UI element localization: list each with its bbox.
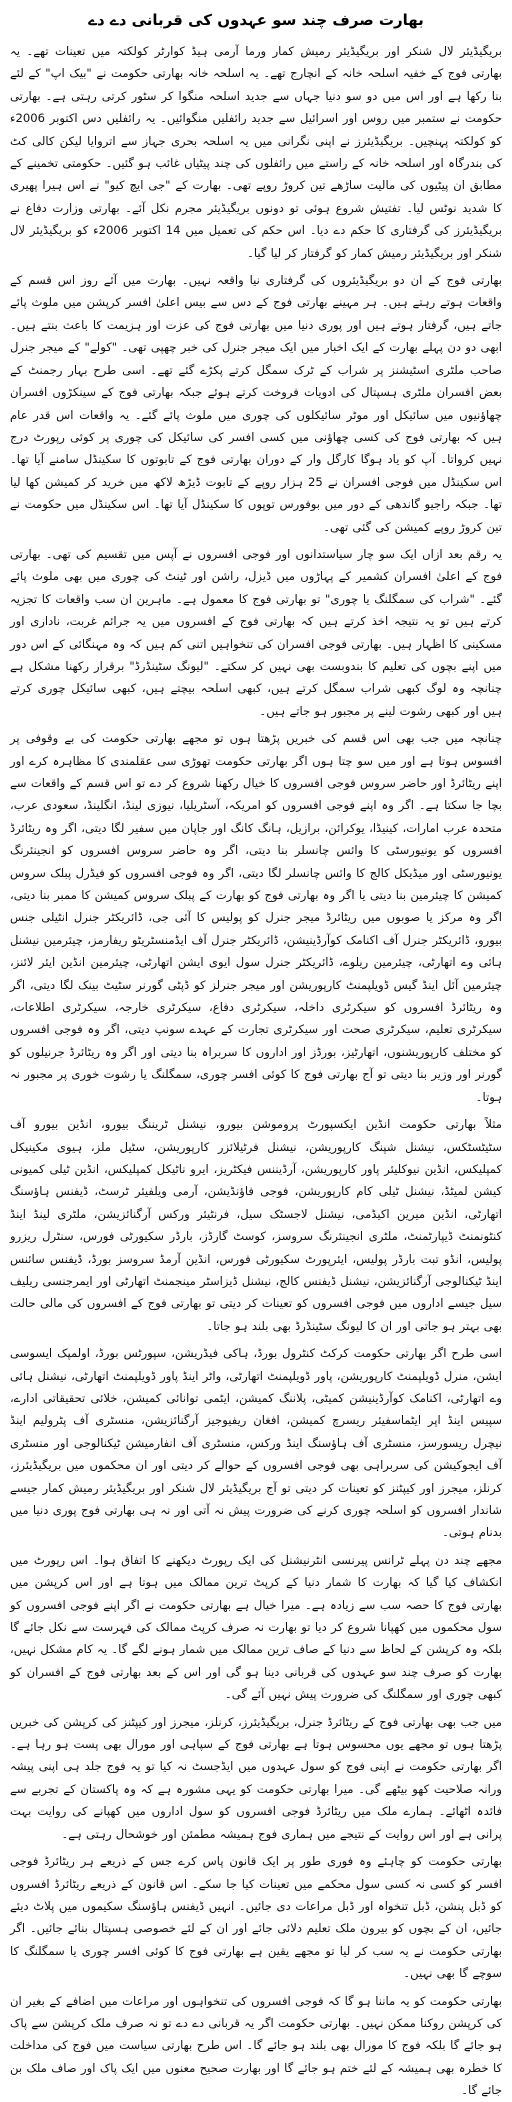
article-paragraph-1: بریگیڈیئر لال شنکر اور بریگیڈیئر رمیش کمار ورما آرمی ہیڈ کوارٹر کولکتہ میں تعینات تھے۔ یہ بھارتی فوج کے خفیہ اسلحہ خانہ کے انچارج تھے۔ یہ اسلحہ خانہ بھارتی حکومت نے "بیک اپ" کے لئے بنا رکھا ہے اور اس میں دو سو دنیا جہاں سے جدید اسلحہ منگوا کر سٹور کرتی رہتی ہے۔ بھارتی حکومت نے ستمبر میں روس اور اسرائیل سے جدید رائفلیں منگوائیں۔ یہ رائفلیں دس اکتوبر 2006ء کو کولکتہ پہنچیں۔ بریگیڈیئرز نے اپنی نگرانی میں یہ اسلحہ بحری جہاز سے اتروایا لیکن کالی کٹ کی بندرگاہ اور اسلحہ خانہ کے راستے میں رائفلوں کی چند پیٹیاں غائب ہو گئیں۔ حکومتی تخمینے کے مطابق ان پیٹیوں کی مالیت ساڑھے تین کروڑ روپے تھی۔ بھارت کے "جی ایچ کیو" نے اس ہیرا پھیری کا شدید نوٹس لیا۔ تفتیش شروع ہوئی تو دونوں بریگیڈیئر مجرم نکل آئے۔ بھارتی وزارت دفاع نے بریگیڈیئرز کی گرفتاری کا حکم دے دیا۔ اس حکم کی تعمیل میں 14 اکتوبر 2006ء کو بریگیڈیئر لال شنکر اور بریگیڈیئر رمیش کمار کو گرفتار کر لیا گیا۔ bbox=[10, 44, 502, 260]
article-paragraph-9: بھارتی حکومت کو چاہئے وہ فوری طور پر ایک قانون پاس کرے جس کے ذریعے ہر ریٹائرڈ فوجی افسر کو کسی نہ کسی سول محکمے میں تعینات کیا جا سکے۔ اس قانون کے ذریعے ریٹائرڈ افسروں کو ڈبل پنشن، ڈبل تنخواہ اور ڈبل مراعات دی جائیں۔ انہیں ڈیفنس ہاؤسنگ سکیموں میں پلاٹ دیئے جائیں، ان کے بچوں کو بیرون ملک تعلیم دلائی جائے اور ان کے لئے خصوصی ہسپتال بنائے جائیں۔ اگر بھارتی حکومت نے یہ سب کر لیا تو مجھے یقین ہے بھارتی فوج کا کوئی افسر چوری یا سمگلنگ کا سوچے گا بھی نہیں۔ bbox=[10, 1854, 502, 1981]
article-paragraph-3: یہ رقم بعد ازاں ایک سو چار سیاستدانوں اور فوجی افسروں نے آپس میں تقسیم کی تھی۔ بھارتی فوج کے اعلیٰ افسران کشمیر کے پہاڑوں میں ڈیزل، راشن اور ٹینٹ کی چوری میں بھی ملوث پائے گئے۔ "شراب کی سمگلنگ یا چوری" تو بھارتی فوج کا معمول ہے۔ ماہرین ان سب واقعات کا تجزیہ کرتے ہیں تو یہ نتیجہ اخذ کرتے ہیں کہ بھارتی فوج کے افسروں میں یہ جرائم غربت، ناداری اور مسکینی کا اظہار ہیں۔ بھارتی فوجی افسران کی تنخواہیں اتنی کم ہیں کہ وہ مہنگائی کے اس دور میں اپنے بچوں کی تعلیم کا بندوبست بھی نہیں کر سکتے۔ "لیونگ سٹینڈرڈ" برقرار رکھنا مشکل ہے چنانچہ وہ لوگ کبھی شراب سمگل کرتے ہیں، کبھی اسلحہ بیچتے ہیں، کبھی سائیکل چوری کرتے ہیں اور کبھی رشوت لینے پر مجبور ہو جاتے ہیں۔ bbox=[10, 546, 502, 718]
article-paragraph-6: اسی طرح اگر بھارتی حکومت کرکٹ کنٹرول بورڈ، ہاکی فیڈریشن، سپورٹس بورڈ، اولمپک ایسوسی ایشن، منرل ڈویلپمنٹ کارپوریشن، پاور ڈویلپمنٹ اتھارٹی، واٹر اینڈ پاور ڈویلپمنٹ اتھارٹی، نیشنل ہائی وے اتھارٹی، اکنامک کوآرڈینیشن کمیٹی، پلاننگ کمیشن، ایٹمی توانائی کمیشن، خلائی تحقیقاتی ادارے، سپیس اینڈ اپر ایٹماسفیئر ریسرچ کمیشن، افغان ریفیوجیز آرگنائزیشن، منسٹری آف پٹرولیم اینڈ نیچرل ریسورسز، منسٹری آف ہاؤسنگ اینڈ ورکس، منسٹری آف انفارمیشن ٹیکنالوجی اور منسٹری آف ایجوکیشن کی سربراہی بھی فوجی افسروں کے حوالے کر دیتی اور ان محکموں میں بریگیڈیئرز، کرنلز، میجرز اور کیپٹنز کو تعینات کر دیتی تو آج بریگیڈیئر لال شنکر اور بریگیڈیئر رمیش کمار جیسے شاندار افسروں کو اسلحہ چوری کرنے کی ضرورت پیش نہ آتی اور نہ ہی بھارتی فوج پوری دنیا میں بدنام ہوتی۔ bbox=[10, 1346, 502, 1540]
article-body bbox=[10, 40, 502, 2102]
article-paragraph-8: میں جب بھی بھارتی فوج کے ریٹائرڈ جنرل، بریگیڈیئرز، کرنلز، میجرز اور کیپٹنز کی کرپشن کی خبریں پڑھتا ہوں تو مجھے یوں محسوس ہوتا ہے بھارتی فوج کے سپاہی اور مورال بھی پست ہو رہا ہے۔ اگر بھارتی حکومت نے اپنی فوج کو سول عہدوں میں ایڈجسٹ نہ کیا تو یہ فوج جلد ہی اپنی پیشہ ورانہ صلاحیت کھو بیٹھے گی۔ میرا بھارتی حکومت کو یہی مشورہ ہے کہ وہ پاکستان کے تجربے سے فائدہ اٹھائے۔ ہمارے ملک میں ریٹائرڈ فوجی افسروں کو سول اداروں میں کھپانے کی روایت بہت پرانی ہے اور اس روایت کے نتیجے میں ہماری فوج ہمیشہ مطمئن اور خوشحال رہتی ہے۔ bbox=[10, 1714, 502, 1841]
article-paragraph-4: چنانچہ میں جب بھی اس قسم کی خبریں پڑھتا ہوں تو مجھے بھارتی حکومت کی بے وقوفی پر افسوس ہوتا ہے اور میں سو چتا ہوں اگر بھارتی حکومت تھوڑی سی عقلمندی کا مظاہرہ کرے اور اپنے ریٹائرڈ اور حاضر سروس فوجی افسروں کا خیال رکھنا شروع کر دے تو اس قسم کے واقعات سے بچا جا سکتا ہے۔ اگر وہ اپنے فوجی افسروں کو امریکہ، آسٹریلیا، نیوزی لینڈ، انگلینڈ، سعودی عرب، متحدہ عرب امارات، کینیڈا، یوکرائن، برازیل، ہانگ کانگ اور جاپان میں سفیر لگا دیتی، اگر وہ ریٹائرڈ افسروں کو یونیورسٹی کا وائس چانسلر بنا دیتی، اگر وہ حاضر سروس افسروں کو انجینئرنگ یونیورسٹی اور میڈیکل کالج کا وائس چانسلر لگا دیتی، اگر وہ فوجی افسروں کو فیڈرل پبلک سروس کمیشن کا چیئرمین بنا دیتی یا اگر وہ بھارتی فوج کو بھارت کے پبلک سروس کمیشن کا ممبر بنا دیتی، اگر وہ مرکز یا صوبوں میں ریٹائرڈ میجر جنرل کو پولیس کا آئی جی، ڈائریکٹر جنرل انٹیلی جنس بیورو، ڈائریکٹر جنرل آف اکنامک کوآرڈینیشن، ڈائریکٹر جنرل آف ایڈمنسٹریٹو ریفارمز، چیئرمین نیشنل ہائی وے اتھارٹی، چیئرمین ریلوے، ڈائریکٹر جنرل سول ایوی ایشن اتھارٹی، چیئرمین انڈین ایئر لائنز، چیئرمین آئل اینڈ گیس ڈویلپمنٹ کارپوریشن اور میجر جنرلز کو ڈپٹی گورنر سٹیٹ بینک لگا دیتی، اگر وہ ریٹائرڈ افسروں کو سیکرٹری داخلہ، سیکرٹری دفاع، سیکرٹری خارجہ، سیکرٹری اطلاعات، سیکرٹری تعلیم، سیکرٹری صحت اور سیکرٹری تجارت کے عہدے سونپ دیتی، اگر وہ فوجی افسروں کو مختلف کارپوریشنوں، اتھارٹیز، بورڈز اور اداروں کا سربراہ بنا دیتی اور اگر وہ ریٹائرڈ جرنیلوں کو گورنر اور وزیر بنا دیتی تو آج بھارتی فوج کا کوئی افسر چوری، سمگلنگ یا رشوت خوری پر مجبور نہ ہوتا۔ bbox=[10, 731, 502, 1104]
article-paragraph-7: مجھے چند دن پہلے ٹرانس پیرنسی انٹرنیشنل کی ایک رپورٹ دیکھنے کا اتفاق ہوا۔ اس رپورٹ میں انکشاف کیا گیا کہ بھارت کا شمار دنیا کے کرپٹ ترین ممالک میں ہوتا ہے اور اس کرپشن میں بھارتی فوج کا حصہ سب سے زیادہ ہے۔ میرا خیال ہے بھارتی حکومت نے اگر اپنے فوجی افسروں کو سول محکموں میں کھپانا شروع کر دیا تو بھارت نہ صرف کرپٹ ممالک کی فہرست سے نکل جائے گا بلکہ وہ کرپشن کے لحاظ سے دنیا کے صاف ترین ممالک میں شمار ہونے لگے گا۔ یہ کام مشکل نہیں، بھارت کو صرف چند سو عہدوں کی قربانی دینا ہو گی اور اس کے بعد بھارتی فوج کے افسران کو کبھی چوری اور سمگلنگ کی ضرورت پیش نہیں آئے گی۔ bbox=[10, 1552, 502, 1702]
article-headline: بھارت صرف چند سو عہدوں کی قربانی دے دے bbox=[88, 11, 424, 29]
article-paragraph-10: بھارتی حکومت کو یہ ماننا ہو گا کہ فوجی افسروں کی تنخواہوں اور مراعات میں اضافے کے بغیر ان کی کرپشن روکنا ممکن نہیں۔ بھارتی حکومت اگر یہ قربانی دے دے تو نہ صرف ملک کرپشن سے پاک ہو جائے گا بلکہ فوج کا مورال بھی بلند ہو جائے گا۔ اس طرح بھارتی سیاست میں فوج کی مداخلت کا خطرہ بھی ہمیشہ کے لئے ختم ہو جائے گا اور بھارت صحیح معنوں میں ایک پاک اور صاف ملک بن جائے گا۔ bbox=[10, 1993, 502, 2098]
article-paragraph-5: مثلاً بھارتی حکومت انڈین ایکسپورٹ پروموشن بیورو، نیشنل ٹریننگ بیورو، انڈین بیورو آف سٹیٹسٹکس، نیشنل شپنگ کارپوریشن، نیشنل فرٹیلائزر کارپوریشن، سٹیل ملز، ہیوی مکینیکل کمپلیکس، انڈین نیوکلیئر پاور کارپوریشن، آرڈیننس فیکٹریز، ایرو ناٹیکل کمپلیکس، انڈین ٹیلی کمیونی کیشن لمیٹڈ، نیشنل ٹیلی کام کارپوریشن، فوجی فاؤنڈیشن، آرمی ویلفیئر ٹرسٹ، ڈیفنس ہاؤسنگ اتھارٹی، انڈین میرین اکیڈمی، نیشنل لاجسٹک سیل، فرنٹیئر ورکس آرگنائزیشن، ملٹری لینڈ اینڈ کنٹونمنٹ ڈیپارٹمنٹ، ملٹری انجینئرنگ سروسز، کوسٹ گارڈز، بارڈر سکیورٹی فورس، سنٹرل ریزرو پولیس، انڈو تبت بارڈر پولیس، ایئرپورٹ سکیورٹی فورس، انڈین آرمڈ سروسز بورڈ، ڈیفنس سائنس اینڈ ٹیکنالوجی آرگنائزیشن، نیشنل ڈیفنس کالج، نیشنل ڈیزاسٹر مینجمنٹ اتھارٹی اور ایمرجنسی ریلیف سیل جیسے اداروں میں فوجی افسروں کو تعینات کر دیتی تو بھارتی فوج کے افسروں کی مالی حالت بھی بہتر ہو جاتی اور ان کا لیونگ سٹینڈرڈ بھی بلند ہو جاتا۔ bbox=[10, 1117, 502, 1333]
article-paragraph-2: بھارتی فوج کے ان دو بریگیڈیئروں کی گرفتاری نیا واقعہ نہیں۔ بھارت میں آئے روز اس قسم کے واقعات ہوتے رہتے ہیں۔ ہر مہینے بھارتی فوج کے دس سے بیس اعلیٰ افسر کرپشن میں ملوث پائے جاتے ہیں، گرفتار ہوتے ہیں اور پوری دنیا میں بھارتی فوج کی عزت اور ہزیمت کا باعث بنتے ہیں۔ ابھی دو دن پہلے بھارت کے ایک اخبار میں ایک میجر جنرل کی خبر چھپی تھی۔ "کولے" کے میجر جنرل صاحب ملٹری اسٹیشنز پر شراب کے ٹرک سمگل کرتے پکڑے گئے تھے۔ اسی طرح بہار رجمنٹ کے بعض افسران ملٹری ہسپتال کی ادویات فروخت کرتے ہوئے جبکہ بھارتی فوج کے سینکڑوں افسران چھاؤنیوں میں سائیکل اور موٹر سائیکلوں کی چوری میں ملوث پائے گئے۔ یہ واقعات اس قدر عام ہیں کہ بھارتی فوج کی کسی چھاؤنی میں کسی افسر کی سائیکل کی چوری پر کوئی رپورٹ درج نہیں کرواتا۔ آپ کو یاد ہوگا کارگل وار کے دوران بھارتی فوج کے تابوتوں کا سکینڈل سامنے آیا تھا۔ اس سکینڈل میں فوجی افسران نے 25 ہزار روپے کے تابوت ڈیڑھ لاکھ میں خرید کر کمیشن کھا لیا تھا۔ جبکہ راجیو گاندھی کے دور میں بوفورس توپوں کا سکینڈل آیا تھا۔ اس سکینڈل میں حکومت نے تین کروڑ روپے کمیشن کی گئی تھی۔ bbox=[10, 273, 503, 534]
